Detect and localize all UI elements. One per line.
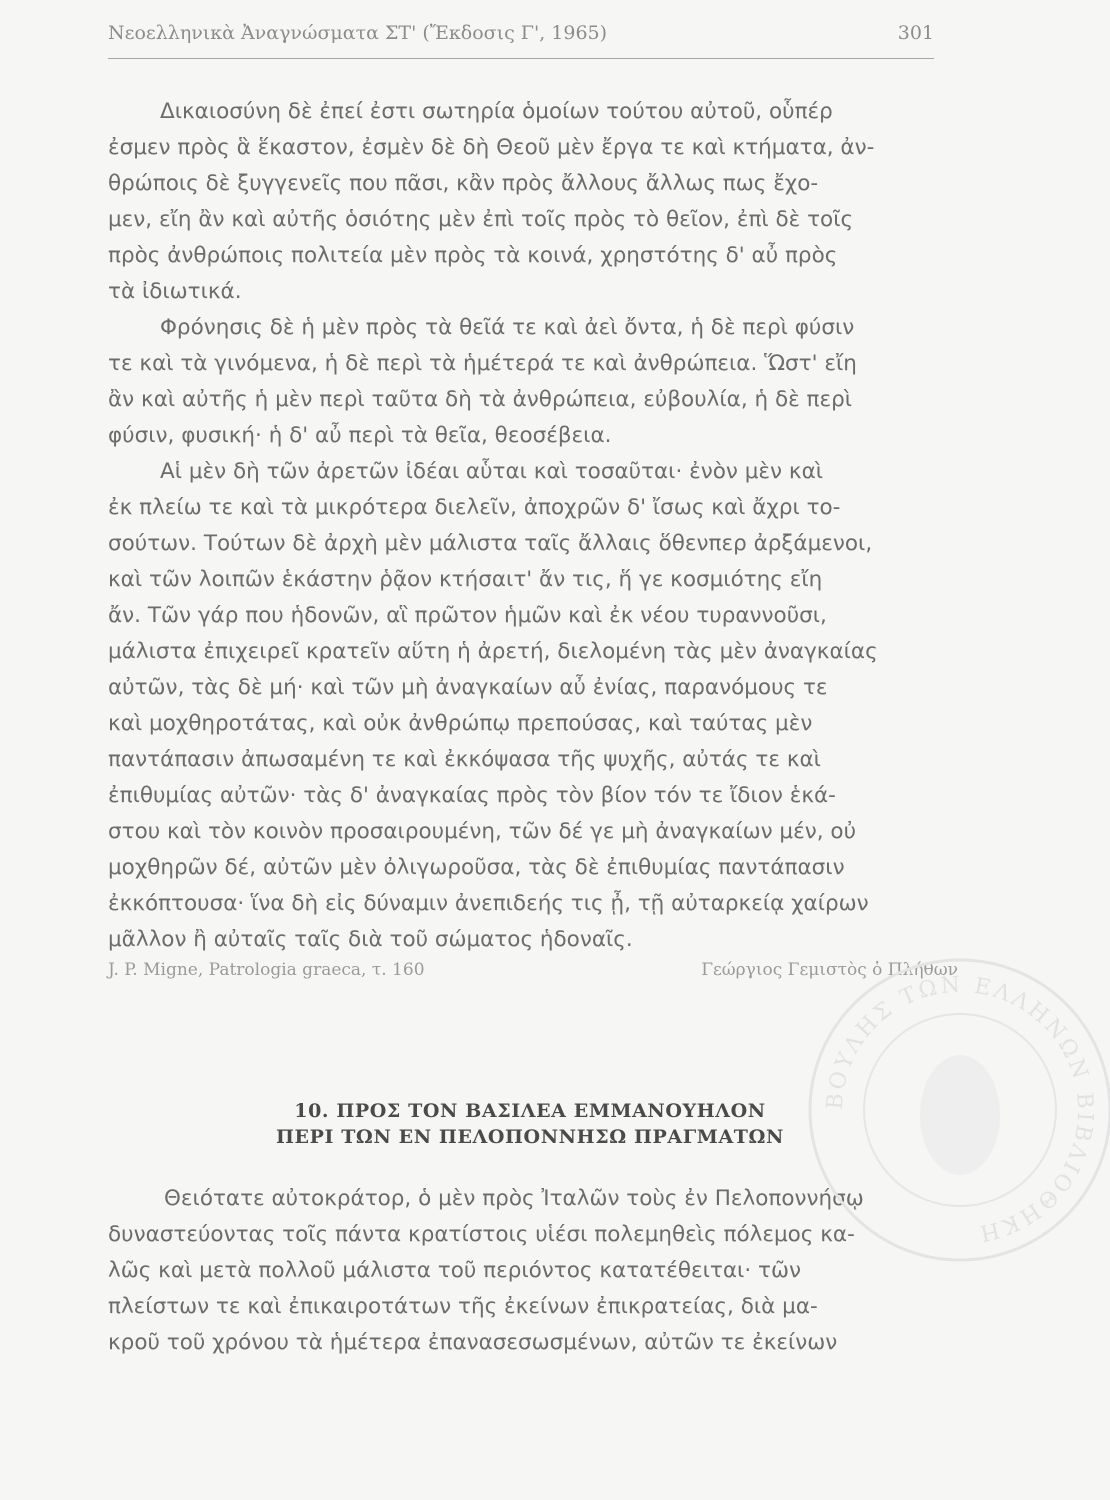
running-header — [108, 22, 934, 44]
passage-plethon — [108, 94, 950, 958]
text-line: μᾶλλον ἢ αὐταῖς ταῖς διὰ τοῦ σώματος ἡδοναῖς. — [108, 927, 633, 952]
section-title — [150, 1098, 910, 1150]
page-number: 301 — [897, 22, 934, 44]
text-line: Θειότατε αὐτοκράτορ, ὁ μὲν πρὸς Ἰταλῶν τοὺς ἐν Πελοποννήσῳ — [164, 1186, 864, 1211]
seal-text: ΒΟΥΛΗΣ ΤΩΝ ΕΛΛΗΝΩΝ ΒΙΒΛΙΟΘΗΚΗ — [822, 972, 1098, 1246]
text-line: τὰ ἰδιωτικά. — [108, 279, 242, 304]
text-line: θρώποις δὲ ξυγγενεῖς που πᾶσι, κἂν πρὸς ἄλλους ἄλλως πως ἔχο- — [108, 171, 819, 196]
text-line: ἄν. Τῶν γάρ που ἡδονῶν, αἳ πρῶτον ἡμῶν καὶ ἐκ νέου τυραννοῦσι, — [108, 603, 827, 628]
source-citation: J. P. Migne, Patrologia graeca, τ. 160 — [108, 960, 425, 980]
text-line: στου καὶ τὸν κοινὸν προσαιρουμένη, τῶν δέ γε μὴ ἀναγκαίων μέν, οὐ — [108, 819, 857, 844]
text-line: λῶς καὶ μετὰ πολλοῦ μάλιστα τοῦ περιόντος κατατέθειται· τῶν — [108, 1258, 801, 1283]
text-line: ἐκ πλείω τε καὶ τὰ μικρότερα διελεῖν, ἀποχρῶν δ' ἴσως καὶ ἄχρι το- — [108, 495, 841, 520]
text-line: ἐκκόπτουσα· ἵνα δὴ εἰς δύναμιν ἀνεπιδεής τις ᾖ, τῇ αὐταρκείᾳ χαίρων — [108, 891, 869, 916]
text-line: δυναστεύοντας τοῖς πάντα κρατίστοις υἱέσι πολεμηθεὶς πόλεμος κα- — [108, 1222, 855, 1247]
text-line: φύσιν, φυσική· ἡ δ' αὖ περὶ τὰ θεῖα, θεοσέβεια. — [108, 423, 612, 448]
text-line: κροῦ τοῦ χρόνου τὰ ἡμέτερα ἐπανασεσωσμένων, αὐτῶν τε ἐκείνων — [108, 1330, 838, 1355]
text-line: Δικαιοσύνη δὲ ἐπεί ἐστι σωτηρία ὁμοίων τούτου αὐτοῦ, οὗπέρ — [160, 99, 833, 124]
header-rule — [108, 58, 934, 59]
text-line: πρὸς ἀνθρώποις πολιτεία μὲν πρὸς τὰ κοινά, χρηστότης δ' αὖ πρὸς — [108, 243, 838, 268]
text-line: πλείστων τε καὶ ἐπικαιροτάτων τῆς ἐκείνων ἐπικρατείας, διὰ μα- — [108, 1294, 818, 1319]
source-line — [108, 960, 958, 980]
text-line: ἐσμεν πρὸς ἃ ἕκαστον, ἐσμὲν δὲ δὴ Θεοῦ μὲν ἔργα τε καὶ κτήματα, ἀν- — [108, 135, 875, 160]
text-line: αὐτῶν, τὰς δὲ μή· καὶ τῶν μὴ ἀναγκαίων αὖ ἐνίας, παρανόμους τε — [108, 675, 828, 700]
text-line: Αἱ μὲν δὴ τῶν ἀρετῶν ἰδέαι αὗται καὶ τοσαῦται· ἐνὸν μὲν καὶ — [160, 459, 824, 484]
source-author: Γεώργιος Γεμιστὸς ὁ Πλήθων — [701, 960, 958, 980]
text-line: ἂν καὶ αὐτῆς ἡ μὲν περὶ ταῦτα δὴ τὰ ἀνθρώπεια, εὐβουλία, ἡ δὲ περὶ — [108, 387, 853, 412]
text-line: καὶ τῶν λοιπῶν ἑκάστην ῥᾷον κτήσαιτ' ἄν τις, ἥ γε κοσμιότης εἴη — [108, 567, 823, 592]
section-title-line: 10. ΠΡΟΣ ΤΟΝ ΒΑΣΙΛΕΑ ΕΜΜΑΝΟΥΗΛΟΝ — [294, 1100, 766, 1122]
text-line: μοχθηρῶν δέ, αὐτῶν μὲν ὀλιγωροῦσα, τὰς δὲ ἐπιθυμίας παντάπασιν — [108, 855, 845, 880]
passage-letter — [108, 1181, 950, 1361]
text-line: ἐπιθυμίας αὐτῶν· τὰς δ' ἀναγκαίας πρὸς τὸν βίον τόν τε ἴδιον ἑκά- — [108, 783, 836, 808]
text-line: μεν, εἴη ἂν καὶ αὐτῆς ὁσιότης μὲν ἐπὶ τοῖς πρὸς τὸ θεῖον, ἐπὶ δὲ τοῖς — [108, 207, 854, 232]
section-title-line: ΠΕΡΙ ΤΩΝ ΕΝ ΠΕΛΟΠΟΝΝΗΣΩ ΠΡΑΓΜΑΤΩΝ — [275, 1126, 785, 1148]
text-line: τε καὶ τὰ γινόμενα, ἡ δὲ περὶ τὰ ἡμέτερά τε καὶ ἀνθρώπεια. Ὥστ' εἴη — [108, 351, 857, 376]
text-line: παντάπασιν ἀπωσαμένη τε καὶ ἐκκόψασα τῆς ψυχῆς, αὐτάς τε καὶ — [108, 747, 821, 772]
text-line: μάλιστα ἐπιχειρεῖ κρατεῖν αὕτη ἡ ἀρετή, διελομένη τὰς μὲν ἀναγκαίας — [108, 639, 878, 664]
text-line: καὶ μοχθηροτάτας, καὶ οὐκ ἀνθρώπῳ πρεπούσας, καὶ ταύτας μὲν — [108, 711, 813, 736]
text-line: σούτων. Τούτων δὲ ἀρχὴ μὲν μάλιστα ταῖς ἄλλαις ὅθενπερ ἀρξάμενοι, — [108, 531, 873, 556]
running-title: Νεοελληνικὰ Ἀναγνώσματα ΣΤ' (Ἔκδοσις Γ', 1965) — [108, 22, 608, 44]
text-line: Φρόνησις δὲ ἡ μὲν πρὸς τὰ θεῖά τε καὶ ἀεὶ ὄντα, ἡ δὲ περὶ φύσιν — [160, 315, 855, 340]
